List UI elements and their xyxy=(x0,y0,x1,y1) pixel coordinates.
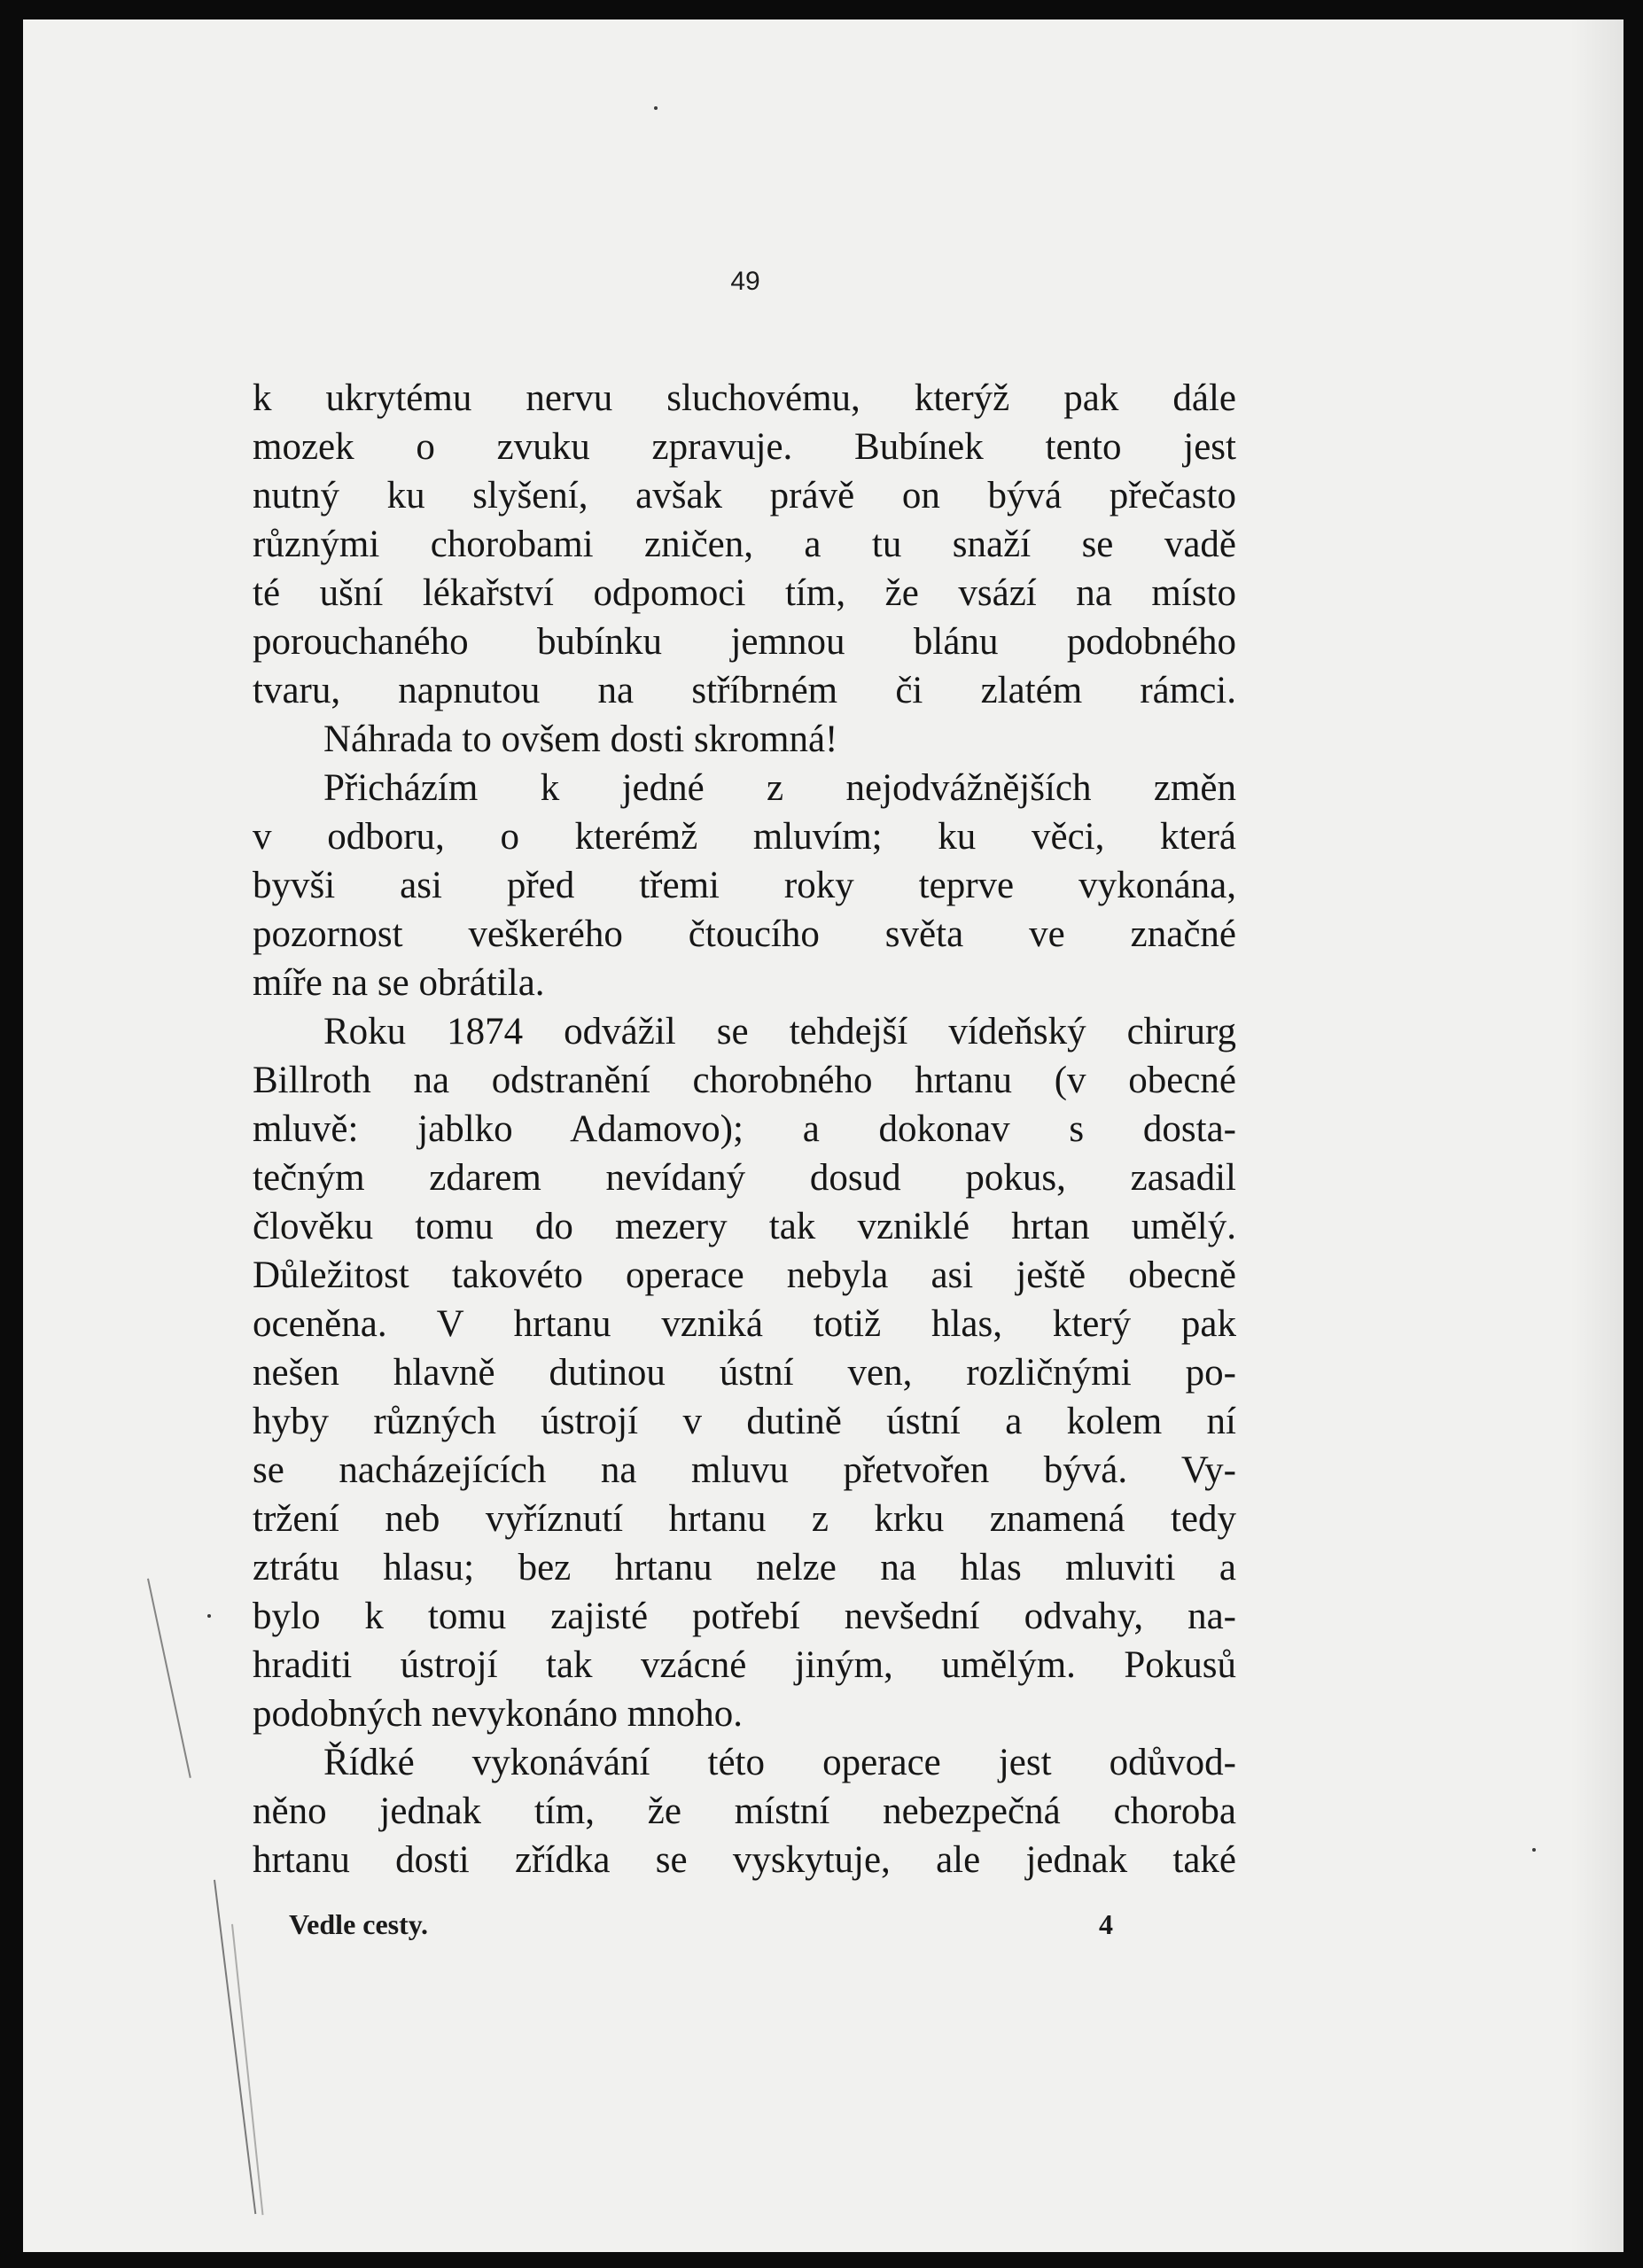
paper-speck xyxy=(654,106,658,110)
text-line: tečným zdarem nevídaný dosud pokus, zasadil xyxy=(253,1157,1236,1199)
paper-speck xyxy=(207,1614,211,1618)
text-line: různými chorobami zničen, a tu snaží se vadě xyxy=(253,524,1236,565)
text-line: Náhrada to ovšem dosti skromná! xyxy=(323,718,838,760)
text-line: mluvě: jablko Adamovo); a dokonav s dosta- xyxy=(253,1108,1236,1150)
text-line: Roku 1874 odvážil se tehdejší vídeňský chirurg xyxy=(323,1011,1236,1052)
text-line: bylo k tomu zajisté potřebí nevšední odvahy, na- xyxy=(253,1596,1236,1637)
text-line: míře na se obrátila. xyxy=(253,962,545,1004)
footer-title: Vedle cesty. xyxy=(289,1908,429,1940)
text-line: Billroth na odstranění chorobného hrtanu (v obecné xyxy=(253,1060,1236,1101)
text-line: člověku tomu do mezery tak vzniklé hrtan umělý. xyxy=(253,1206,1236,1247)
margin-pencil-mark xyxy=(147,1579,191,1778)
text-line: hrtanu dosti zřídka se vyskytuje, ale jednak také xyxy=(253,1839,1236,1881)
text-line: Řídké vykonávání této operace jest odůvod- xyxy=(323,1742,1236,1783)
text-line: Přicházím k jedné z nejodvážnějších změn xyxy=(323,767,1236,809)
text-line: podobných nevykonáno mnoho. xyxy=(253,1693,743,1735)
signature-mark: 4 xyxy=(1099,1908,1113,1940)
text-line: pozornost veškerého čtoucího světa ve značné xyxy=(253,913,1236,955)
page-edge-shadow xyxy=(1570,19,1624,2252)
page-footer xyxy=(289,1908,1113,1941)
paper-speck xyxy=(1532,1848,1536,1852)
body-text xyxy=(253,374,1236,1884)
margin-pencil-mark xyxy=(214,1880,256,2214)
text-line: mozek o zvuku zpravuje. Bubínek tento jest xyxy=(253,426,1236,468)
text-line: hyby různých ústrojí v dutině ústní a kolem ní xyxy=(253,1401,1236,1442)
text-line: té ušní lékařství odpomoci tím, že vsází na místo xyxy=(253,572,1236,614)
text-line: porouchaného bubínku jemnou blánu podobného xyxy=(253,621,1236,663)
text-line: byvši asi před třemi roky teprve vykonána, xyxy=(253,865,1236,906)
text-line: tržení neb vyříznutí hrtanu z krku znamená tedy xyxy=(253,1498,1236,1540)
book-page xyxy=(23,19,1624,2252)
text-line: něno jednak tím, že místní nebezpečná choroba xyxy=(253,1790,1236,1832)
text-line: se nacházejících na mluvu přetvořen bývá. Vy- xyxy=(253,1449,1236,1491)
text-line: nešen hlavně dutinou ústní ven, rozličnými po- xyxy=(253,1352,1236,1394)
text-line: k ukrytému nervu sluchovému, kterýž pak dále xyxy=(253,377,1236,419)
text-line: v odboru, o kterémž mluvím; ku věci, která xyxy=(253,816,1236,858)
text-line: ztrátu hlasu; bez hrtanu nelze na hlas mluviti a xyxy=(253,1547,1236,1588)
text-line: hraditi ústrojí tak vzácné jiným, umělým. Pokusů xyxy=(253,1644,1236,1686)
text-line: oceněna. V hrtanu vzniká totiž hlas, který pak xyxy=(253,1303,1236,1345)
text-line: nutný ku slyšení, avšak právě on bývá přečasto xyxy=(253,475,1236,517)
text-line: Důležitost takovéto operace nebyla asi ještě obecně xyxy=(253,1254,1236,1296)
text-line: tvaru, napnutou na stříbrném či zlatém rámci. xyxy=(253,670,1236,711)
page-number: 49 xyxy=(730,267,760,296)
